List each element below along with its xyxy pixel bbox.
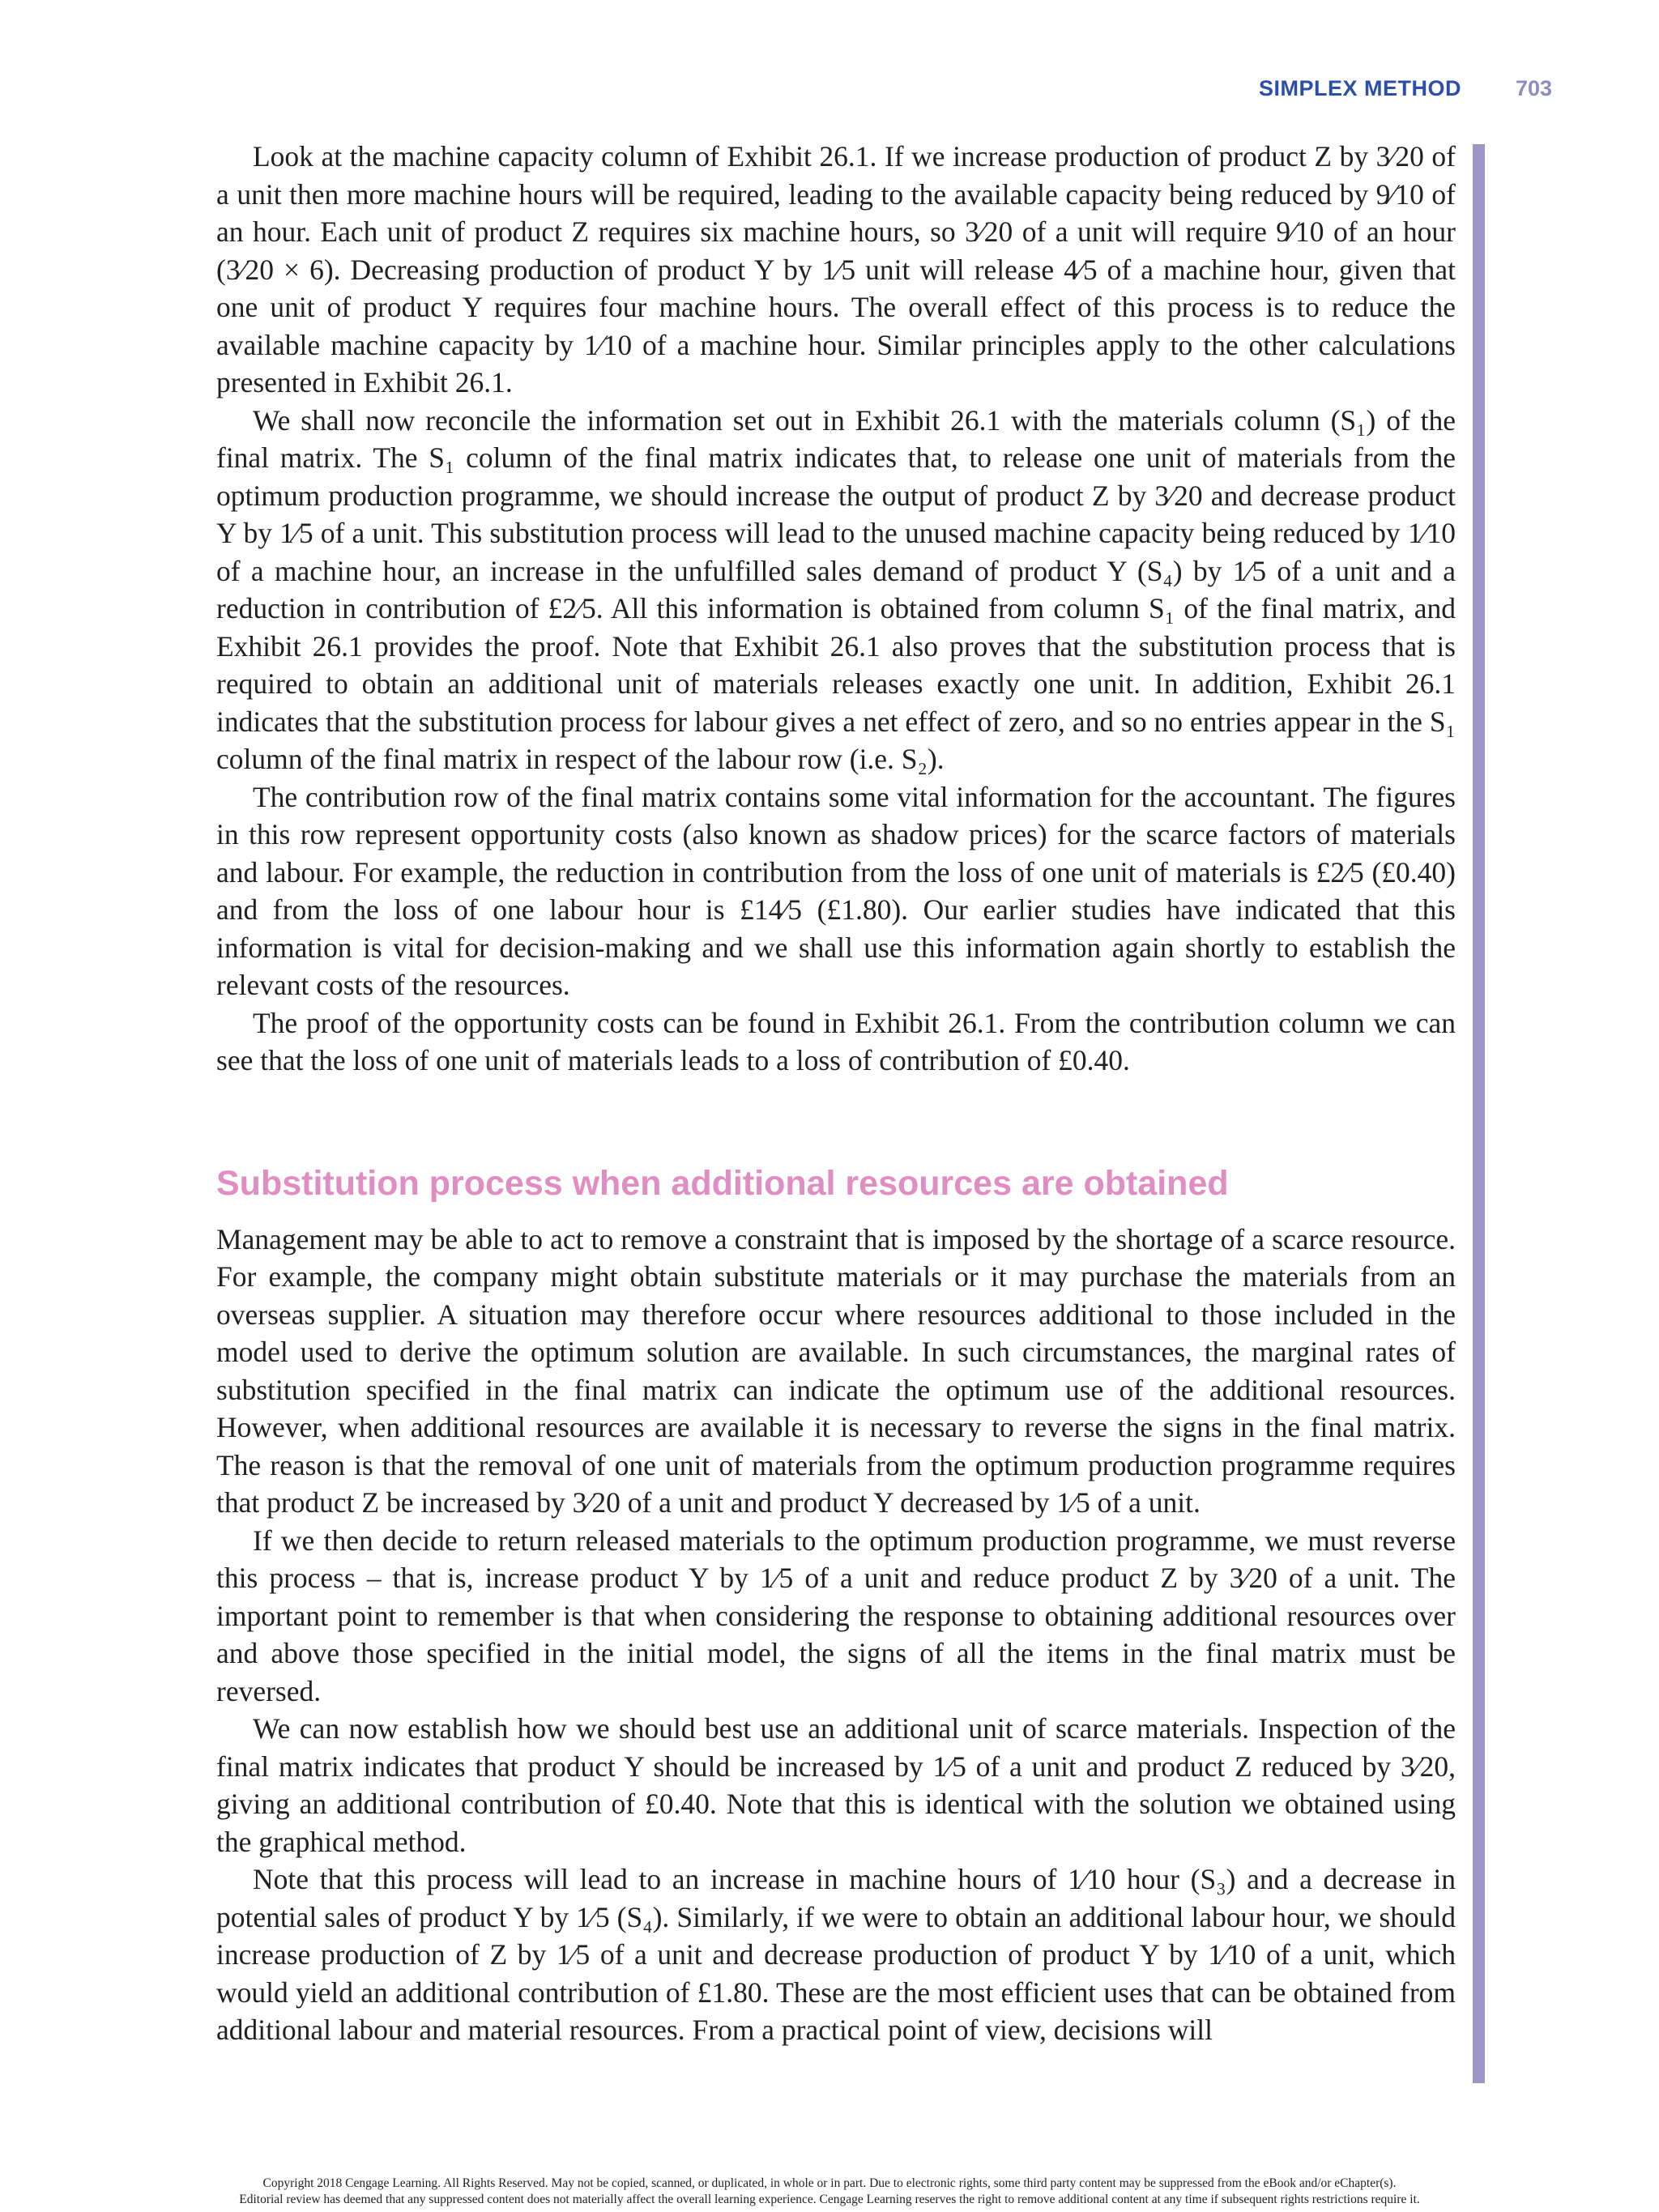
running-head bbox=[0, 76, 1659, 104]
margin-color-bar bbox=[1473, 144, 1485, 2083]
copyright-footer bbox=[0, 2176, 1659, 2208]
copyright-line: Copyright 2018 Cengage Learning. All Rights Reserved. May not be copied, scanned, or duplicated, in whole or in part. Due to electronic rights, some third party content may be suppressed from the eBook and/or eChapter(s). bbox=[262, 2176, 1397, 2190]
paragraph: The proof of the opportunity costs can be found in Exhibit 26.1. From the contribution column we can see that the loss of one unit of materials leads to a loss of contribution of £0.40. bbox=[216, 1006, 1456, 1076]
paragraph: If we then decide to return released materials to the optimum production programme, we must reverse this process – that is, increase product Y by 1⁄5 of a unit and reduce product Z by 3⁄20 of a unit. The important point to remember is that when considering the response to obtaining additional resources over and above those specified in the initial model, the signs of all the items in the final matrix must be reversed. bbox=[216, 1524, 1456, 1707]
copyright-line: Editorial review has deemed that any suppressed content does not materially affect the overall learning experience. Cengage Learning reserves the right to remove additional content at any time if subsequent rights restrictions require it. bbox=[239, 2193, 1420, 2206]
paragraph: Note that this process will lead to an increase in machine hours of 1⁄10 hour (S₃) and a decrease in potential sales of product Y by 1⁄5 (S₄). Similarly, if we were to obtain an additional labour hour, we should increase production of Z by 1⁄5 of a unit and decrease production of product Y by 1⁄10 of a unit, which would yield an additional contribution of £1.80. These are the most efficient uses that can be obtained from additional labour and material resources. From a practical point of view, decisions will bbox=[216, 1863, 1456, 2046]
paragraph: The contribution row of the final matrix contains some vital information for the accountant. The figures in this row represent opportunity costs (also known as shadow prices) for the scarce factors of materials and labour. For example, the reduction in contribution from the loss of one unit of materials is £2⁄5 (£0.40) and from the loss of one labour hour is £14⁄5 (£1.80). Our earlier studies have indicated that this information is vital for decision-making and we shall use this information again shortly to establish the relevant costs of the resources. bbox=[216, 780, 1456, 1001]
paragraph: We shall now reconcile the information set out in Exhibit 26.1 with the materials column (S₁) of the final matrix. The S₁ column of the final matrix indicates that, to release one unit of materials from the optimum production programme, we should increase the output of product Z by 3⁄20 and decrease product Y by 1⁄5 of a unit. This substitution process will lead to the unused machine capacity being reduced by 1⁄10 of a machine hour, an increase in the unfulfilled sales demand of product Y (S₄) by 1⁄5 of a unit and a reduction in contribution of £2⁄5. All this information is obtained from column S₁ of the final matrix, and Exhibit 26.1 provides the proof. Note that Exhibit 26.1 also proves that the substitution process that is required to obtain an additional unit of materials releases exactly one unit. In addition, Exhibit 26.1 indicates that the substitution process for labour gives a net effect of zero, and so no entries appear in the S₁ column of the final matrix in respect of the labour row (i.e. S₂). bbox=[216, 403, 1456, 775]
page-number: 703 bbox=[1515, 76, 1552, 100]
section-heading: Substitution process when additional resources are obtained bbox=[216, 1163, 1229, 1203]
paragraph: Management may be able to act to remove a constraint that is imposed by the shortage of a scarce resource. For example, the company might obtain substitute materials or it may purchase the materials from an overseas supplier. A situation may therefore occur where resources additional to those included in the model used to derive the optimum solution are available. In such circumstances, the marginal rates of substitution specified in the final matrix can indicate the optimum use of the additional resources. However, when additional resources are available it is necessary to reverse the signs in the final matrix. The reason is that the removal of one unit of materials from the optimum production programme requires that product Z be increased by 3⁄20 of a unit and product Y decreased by 1⁄5 of a unit. bbox=[216, 1222, 1456, 1519]
paragraph: Look at the machine capacity column of Exhibit 26.1. If we increase production of product Z by 3⁄20 of a unit then more machine hours will be required, leading to the available capacity being reduced by 9⁄10 of an hour. Each unit of product Z requires six machine hours, so 3⁄20 of a unit will require 9⁄10 of an hour (3⁄20 × 6). Decreasing production of product Y by 1⁄5 unit will release 4⁄5 of a machine hour, given that one unit of product Y requires four machine hours. The overall effect of this process is to reduce the available machine capacity by 1⁄10 of a machine hour. Similar principles apply to the other calculations presented in Exhibit 26.1. bbox=[216, 140, 1456, 399]
paragraph: We can now establish how we should best use an additional unit of scarce materials. Inspection of the final matrix indicates that product Y should be increased by 1⁄5 of a unit and product Z reduced by 3⁄20, giving an additional contribution of £0.40. Note that this is identical with the solution we obtained using the graphical method. bbox=[216, 1712, 1456, 1858]
body-text bbox=[216, 138, 1456, 2049]
section-title: SIMPLEX METHOD bbox=[1258, 76, 1461, 100]
